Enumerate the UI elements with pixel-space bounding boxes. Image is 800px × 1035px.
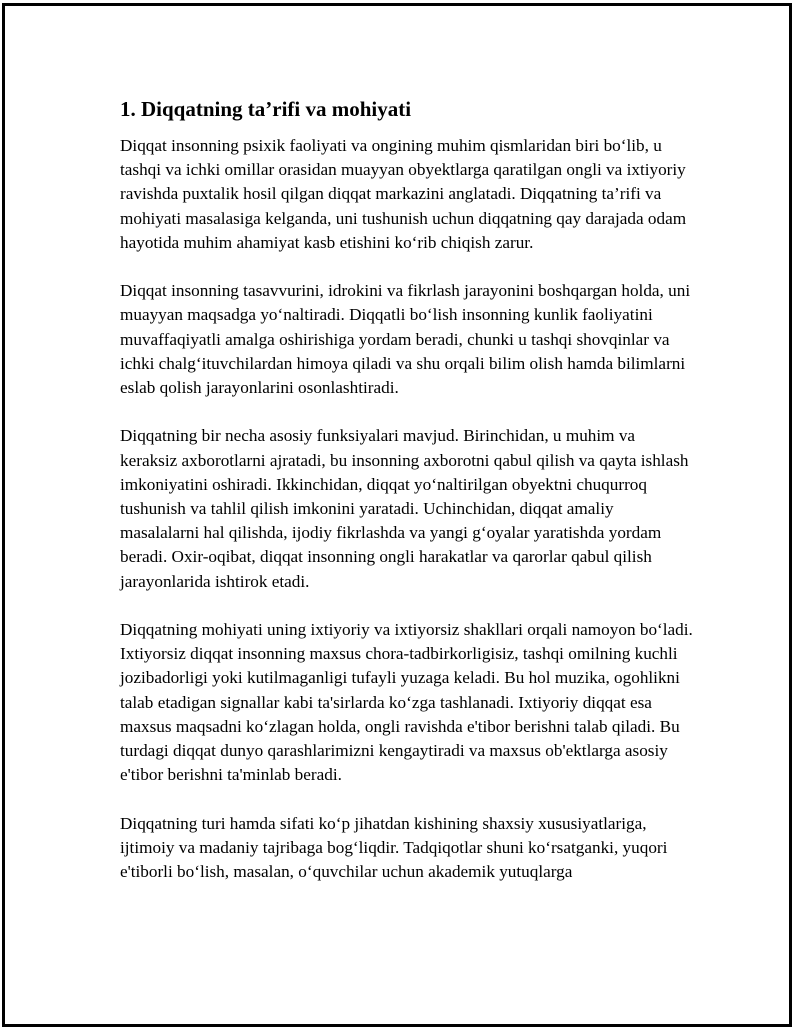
paragraph-5: Diqqatning turi hamda sifati ko‘p jihatdan kishining shaxsiy xususiyatlariga, ijtimoiy va madaniy tajribaga bog‘liqdir. Tadqiqotlar shuni ko‘rsatganki, yuqori e'tiborli bo‘lish, masalan, o‘quvchilar uchun akademik yutuqlarga	[120, 813, 668, 882]
paragraph-3: Diqqatning bir necha asosiy funksiyalari mavjud. Birinchidan, u muhim va keraksiz axborotlarni ajratadi, bu insonning axborotni qabul qilish va qayta ishlash imkoniyatini oshiradi. Ikkinchidan, diqqat yo‘naltirilgan obyektni chuqurroq tushunish va tahlil qilish imkonini yaratadi. Uchinchidan, diqqat amaliy masalalarni hal qilishda, ijodiy fikrlashda va yangi g‘oyalar yaratishda yordam beradi. Oxir-oqibat, diqqat insonning ongli harakatlar va qarorlar qabul qilish jarayonlarida ishtirok etadi.	[120, 426, 689, 591]
document-page	[2, 3, 792, 1027]
document-content	[120, 94, 695, 908]
paragraph-2: Diqqat insonning tasavvurini, idrokini va fikrlash jarayonini boshqargan holda, uni muayyan maqsadga yo‘naltiradi. Diqqatli bo‘lish insonning kunlik faoliyatini muvaffaqiyatli amalga oshirishiga yordam beradi, chunki u tashqi shovqinlar va ichki chalg‘ituvchilardan himoya qiladi va shu orqali bilim olish hamda bilimlarni eslab qolish jarayonlarini osonlashtiradi.	[120, 281, 691, 398]
paragraph-4: Diqqatning mohiyati uning ixtiyoriy va ixtiyorsiz shakllari orqali namoyon bo‘ladi. Ixtiyorsiz diqqat insonning maxsus chora-tadbirkorligisiz, tashqi omilning kuchli jozibadorligi yoki kutilmaganligi tufayli yuzaga keladi. Bu hol muzika, ogohlikni talab etadigan signallar kabi ta'sirlarda ko‘zga tashlanadi. Ixtiyoriy diqqat esa maxsus maqsadni ko‘zlagan holda, ongli ravishda e'tibor berishni talab qiladi. Bu turdagi diqqat dunyo qarashlarimizni kengaytiradi va maxsus ob'ektlarga asosiy e'tibor berishni ta'minlab beradi.	[120, 620, 693, 785]
paragraph-1: Diqqat insonning psixik faoliyati va ongining muhim qismlaridan biri bo‘lib, u tashqi va ichki omillar orasidan muayyan obyektlarga qaratilgan ongli va ixtiyoriy ravishda puxtalik hosil qilgan diqqat markazini anglatadi. Diqqatning ta’rifi va mohiyati masalasiga kelganda, uni tushunish uchun diqqatning qay darajada odam hayotida muhim ahamiyat kasb etishini ko‘rib chiqish zarur.	[120, 136, 687, 252]
section-heading: 1. Diqqatning ta’rifi va mohiyati	[120, 97, 412, 121]
